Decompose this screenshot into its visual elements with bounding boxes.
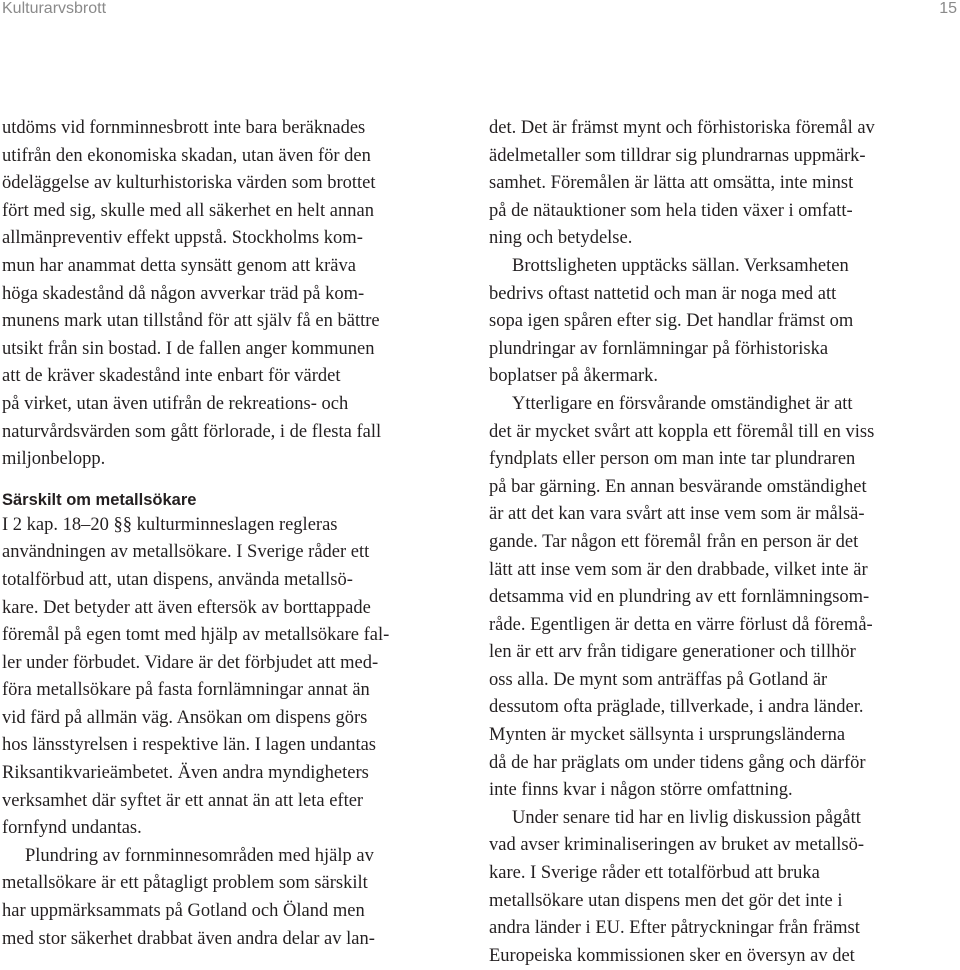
paragraph bbox=[2, 115, 460, 474]
text-line: fornfynd undantas. bbox=[2, 818, 142, 839]
text-line: boplatser på åkermark. bbox=[489, 366, 658, 387]
text-line: miljonbelopp. bbox=[2, 449, 106, 470]
text-line: metallsökare är ett påtagligt problem som särskilt bbox=[2, 873, 368, 894]
text-line: råde. Egentligen är detta en värre förlust då föremå- bbox=[489, 614, 873, 635]
text-line: metallsökare utan dispens men det gör det inte i bbox=[489, 890, 843, 911]
page-number: 15 bbox=[939, 0, 957, 17]
text-line: kare. I Sverige råder ett totalförbud att bruka bbox=[489, 863, 820, 884]
text-line: plundringar av fornlämningar på förhistoriska bbox=[489, 338, 829, 359]
paragraph bbox=[489, 391, 959, 805]
text-line: I 2 kap. 18–20 §§ kulturminneslagen regleras bbox=[2, 514, 338, 535]
text-line: på de nätauktioner som hela tiden växer i omfatt- bbox=[489, 200, 853, 221]
text-line: på virket, utan även utifrån de rekreations- och bbox=[2, 393, 349, 414]
text-line: verksamhet där syftet är ett annat än att leta efter bbox=[2, 790, 364, 811]
text-line: detsamma vid en plundring av ett fornlämningsom- bbox=[489, 587, 870, 608]
text-line: kare. Det betyder att även eftersök av borttappade bbox=[2, 597, 371, 618]
text-line: med stor säkerhet drabbat även andra delar av lan- bbox=[2, 928, 375, 949]
text-line: utsikt från sin bostad. I de fallen anger kommunen bbox=[2, 338, 375, 359]
text-line: totalförbud att, utan dispens, använda metallsö- bbox=[2, 569, 353, 590]
text-line: utdöms vid fornminnesbrott inte bara beräknades bbox=[2, 118, 366, 138]
text-line: lätt att inse vem som är den drabbade, vilket inte är bbox=[489, 559, 868, 580]
text-line: oss alla. De mynt som anträffas på Gotland är bbox=[489, 669, 828, 690]
text-line: utifrån den ekonomiska skadan, utan även för den bbox=[2, 145, 371, 166]
text-line: fört med sig, skulle med all säkerhet en helt annan bbox=[2, 200, 374, 221]
text-line: är att det kan vara svårt att inse vem som är målsä- bbox=[489, 504, 865, 525]
text-line: allmänpreventiv effekt uppstå. Stockholms kom- bbox=[2, 228, 363, 249]
text-line: det är mycket svårt att koppla ett föremål till en viss bbox=[489, 421, 875, 442]
text-line: föra metallsökare på fasta fornlämningar annat än bbox=[2, 680, 370, 701]
text-line: inte finns kvar i någon större omfattning. bbox=[489, 780, 793, 801]
text-line: sopa igen spåren efter sig. Det handlar främst om bbox=[489, 311, 854, 332]
text-line: Ytterligare en försvårande omständighet är att bbox=[512, 393, 853, 414]
text-line: Mynten är mycket sällsynta i ursprungsländerna bbox=[489, 725, 846, 746]
paragraph bbox=[489, 115, 959, 253]
text-line: Under senare tid har en livlig diskussion pågått bbox=[512, 807, 861, 828]
text-line: mun har anammat detta synsätt genom att kräva bbox=[2, 255, 356, 276]
text-line: föremål på egen tomt med hjälp av metallsökare fal- bbox=[2, 625, 390, 646]
text-line: ödeläggelse av kulturhistoriska värden som brottet bbox=[2, 173, 376, 194]
text-line: vid färd på allmän väg. Ansökan om dispens görs bbox=[2, 707, 368, 728]
text-line: ning och betydelse. bbox=[489, 228, 633, 249]
text-line: bedrivs oftast nattetid och man är noga med att bbox=[489, 283, 837, 304]
text-line: användningen av metallsökare. I Sverige råder ett bbox=[2, 542, 370, 563]
text-line: gande. Tar någon ett föremål från en person är det bbox=[489, 531, 859, 552]
running-header bbox=[0, 0, 960, 22]
text-line: munens mark utan tillstånd för att själv få en bättre bbox=[2, 311, 380, 332]
text-line: då de har präglats om under tidens gång och därför bbox=[489, 752, 866, 773]
left-column bbox=[2, 115, 460, 953]
text-line: naturvårdsvärden som gått förlorade, i de flesta fall bbox=[2, 421, 382, 442]
text-line: att de kräver skadestånd inte enbart för värdet bbox=[2, 366, 341, 387]
paragraph bbox=[489, 805, 959, 970]
text-line: dessutom ofta präglade, tillverkade, i andra länder. bbox=[489, 697, 864, 718]
paragraph bbox=[489, 253, 959, 391]
running-title: Kulturarvsbrott bbox=[2, 0, 107, 17]
text-line: ädelmetaller som tilldrar sig plundrarnas uppmärk- bbox=[489, 145, 866, 166]
right-column bbox=[489, 115, 959, 970]
text-line: det. Det är främst mynt och förhistoriska föremål av bbox=[489, 118, 875, 138]
text-line: ler under förbudet. Vidare är det förbjudet att med- bbox=[2, 652, 379, 673]
text-line: hos länsstyrelsen i respektive län. I lagen undantas bbox=[2, 735, 377, 756]
text-line: fyndplats eller person om man inte tar plundraren bbox=[489, 449, 856, 470]
text-line: vad avser kriminaliseringen av bruket av metallsö- bbox=[489, 835, 865, 856]
text-line: len är ett arv från tidigare generationer och tillhör bbox=[489, 642, 856, 663]
text-line: höga skadestånd då någon avverkar träd på kom- bbox=[2, 283, 365, 304]
text-line: Riksantikvarieämbetet. Även andra myndigheters bbox=[2, 763, 369, 784]
text-line: Europeiska kommissionen sker en översyn av det bbox=[489, 945, 855, 966]
text-line: på bar gärning. En annan besvärande omständighet bbox=[489, 476, 867, 497]
text-line: samhet. Föremålen är lätta att omsätta, inte minst bbox=[489, 173, 854, 194]
paragraph bbox=[2, 843, 460, 953]
section-heading: Särskilt om metallsökare bbox=[2, 490, 197, 509]
text-line: Brottsligheten upptäcks sällan. Verksamheten bbox=[512, 255, 849, 276]
text-line: andra länder i EU. Efter påtryckningar från främst bbox=[489, 918, 860, 939]
text-line: har uppmärksammats på Gotland och Öland men bbox=[2, 901, 365, 922]
paragraph bbox=[2, 512, 460, 843]
text-line: Plundring av fornminnesområden med hjälp av bbox=[25, 845, 374, 866]
